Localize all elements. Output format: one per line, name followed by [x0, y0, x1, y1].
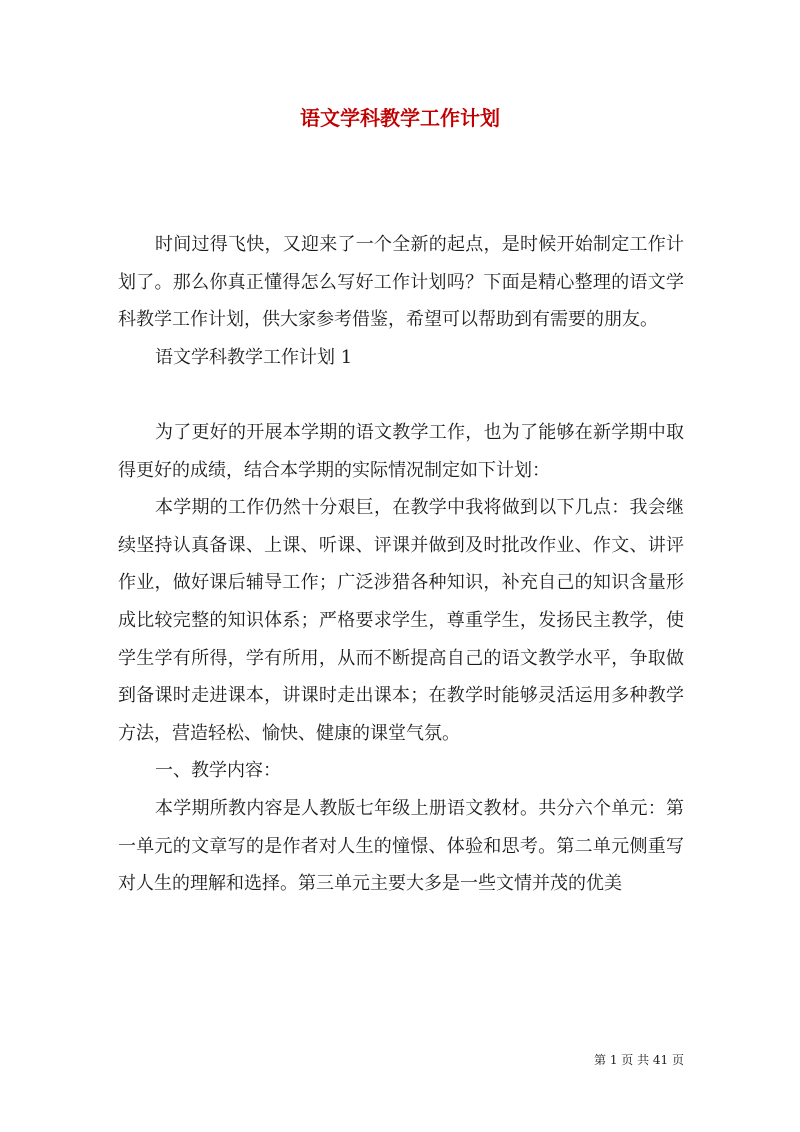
intro-paragraph: 时间过得飞快，又迎来了一个全新的起点，是时候开始制定工作计划了。那么你真正懂得怎么写好工作计划吗？下面是精心整理的语文学科教学工作计划，供大家参考借鉴，希望可以帮助到有需要的朋友。: [118, 234, 684, 331]
document-body: [118, 226, 684, 903]
section-heading-teaching-content: 一、教学内容：: [155, 760, 281, 782]
section-heading-plan-1: 语文学科教学工作计划 1: [155, 346, 353, 368]
document-title: 语文学科教学工作计划: [300, 106, 500, 130]
purpose-paragraph: 为了更好的开展本学期的语文教学工作，也为了能够在新学期中取得更好的成绩，结合本学期的实际情况制定如下计划：: [118, 421, 684, 481]
page-number-footer: 第 1 页 共 41 页: [594, 1053, 684, 1067]
paragraph-gap: [118, 376, 684, 414]
teaching-content-paragraph: 本学期所教内容是人教版七年级上册语文教材。共分六个单元：第一单元的文章写的是作者对人生的憧憬、体验和思考。第二单元侧重写对人生的理解和选择。第三单元主要大多是一些文情并茂的优美: [118, 797, 684, 895]
work-plan-paragraph: 本学期的工作仍然十分艰巨，在教学中我将做到以下几点：我会继续坚持认真备课、上课、听课、评课并做到及时批改作业、作文、讲评作业，做好课后辅导工作；广泛涉猎各种知识，补充自己的知识含量形成比较完整的知识体系；严格要求学生，尊重学生，发扬民主教学，使学生学有所得，学有所用，从而不断提高自己的语文教学水平，争取做到备课时走进课本，讲课时走出课本；在教学时能够灵活运用多种教学方法，营造轻松、愉快、健康的课堂气氛。: [118, 497, 684, 744]
